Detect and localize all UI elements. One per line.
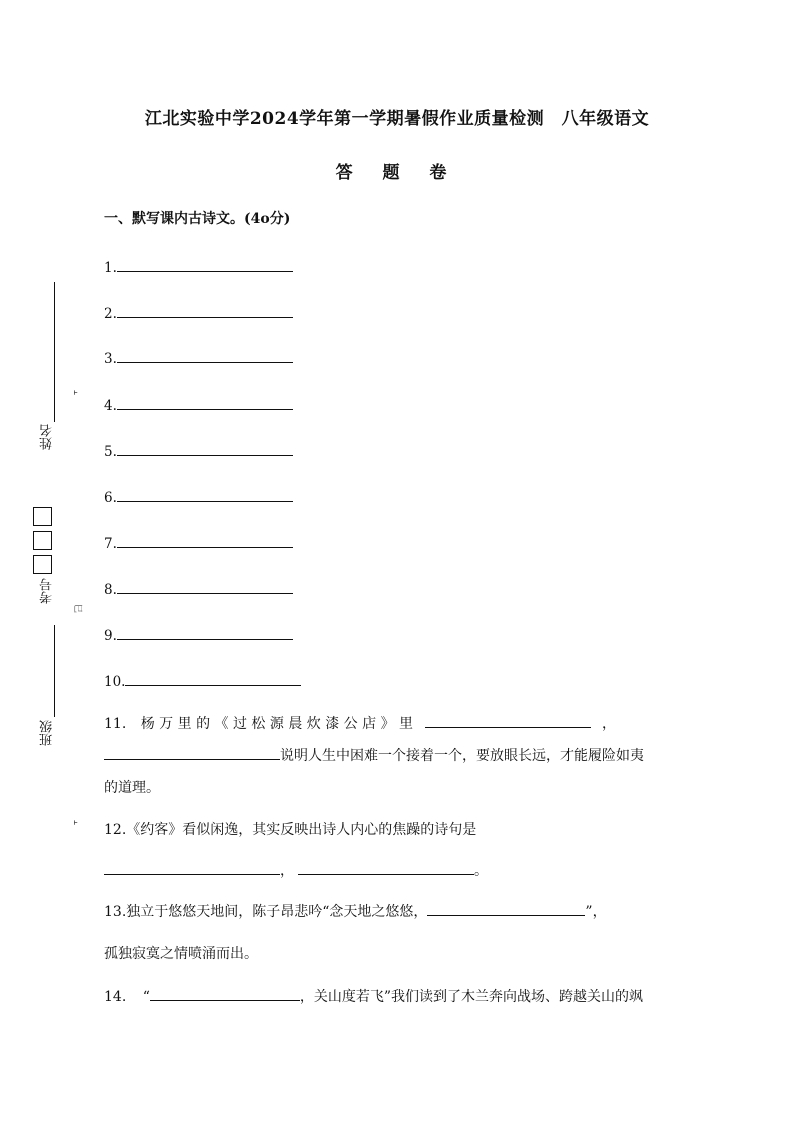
answer-blank[interactable] (117, 534, 293, 548)
answer-blank[interactable] (117, 396, 293, 410)
answer-blank[interactable] (117, 442, 293, 456)
answer-line-9 (104, 626, 293, 644)
answer-blank[interactable] (117, 258, 293, 272)
punctuation: ”， (585, 904, 607, 920)
punctuation: 。 (474, 863, 488, 879)
question-13-line-2: 孤独寂寞之情喷涌而出。 (104, 946, 258, 962)
answer-line-7 (104, 534, 293, 552)
answer-line-4 (104, 396, 293, 414)
answer-number: 1. (104, 260, 117, 276)
answer-blank[interactable] (117, 626, 293, 640)
question-11-line-1 (104, 713, 616, 733)
answer-line-3 (104, 349, 293, 367)
name-label: 姓名 (40, 424, 55, 450)
answer-number: 10. (104, 674, 126, 690)
answer-line-5 (104, 442, 293, 460)
answer-blank[interactable] (117, 580, 293, 594)
exam-number-label: 考号 (40, 578, 55, 604)
answer-number: 9. (104, 628, 117, 644)
answer-line-8 (104, 580, 293, 598)
binding-marker: ⺒ (72, 603, 83, 614)
question-11-line-3: 的道理。 (104, 780, 160, 796)
answer-number: 4. (104, 398, 117, 414)
section-heading: 一、默写课内古诗文。(4o分) (104, 211, 291, 227)
punctuation: “ (142, 989, 150, 1005)
punctuation: ， (601, 716, 616, 732)
answer-blank[interactable] (117, 304, 293, 318)
answer-line-6 (104, 488, 293, 506)
answer-blank[interactable] (150, 987, 300, 1001)
question-12-line-1: 12.《约客》看似闲逸，其实反映出诗人内心的焦躁的诗句是 (104, 822, 477, 838)
answer-number: 2. (104, 306, 117, 322)
punctuation: ， (280, 863, 294, 879)
question-13-line-1 (104, 901, 607, 921)
exam-number-box[interactable] (33, 507, 52, 526)
binding-marker: ⲳ (69, 390, 80, 395)
answer-blank[interactable] (427, 902, 585, 916)
question-number: 11. (104, 716, 127, 732)
name-field-line[interactable] (54, 282, 55, 422)
question-12-line-2 (104, 860, 488, 880)
answer-blank[interactable] (104, 861, 280, 875)
answer-line-1 (104, 258, 293, 276)
question-14-text: ，关山度若飞”我们读到了木兰奔向战场、跨越关山的飒 (299, 989, 644, 1005)
question-11-text: 说明人生中困难一个接着一个，要放眼长远，才能履险如夷 (280, 748, 644, 764)
answer-number: 5. (104, 444, 117, 460)
answer-line-2 (104, 304, 293, 322)
question-11-text: 杨 万 里 的 《 过 松 源 晨 炊 漆 公 店 》 里 (140, 716, 414, 732)
answer-number: 7. (104, 536, 117, 552)
binding-marker: ⲳ (69, 820, 80, 825)
exam-number-box[interactable] (33, 555, 52, 574)
answer-blank[interactable] (117, 349, 293, 363)
class-label: 班级 (40, 720, 55, 746)
answer-number: 6. (104, 490, 117, 506)
document-title: 江北实验中学2024学年第一学期暑假作业质量检测 八年级语文 (144, 109, 650, 129)
answer-blank[interactable] (104, 746, 280, 760)
answer-number: 3. (104, 351, 117, 367)
exam-number-box[interactable] (33, 531, 52, 550)
question-11-line-2 (104, 745, 644, 765)
answer-blank[interactable] (425, 714, 591, 728)
question-13-text: 13.独立于悠悠天地间，陈子昂悲吟“念天地之悠悠， (104, 904, 428, 920)
question-14-line-1 (104, 986, 643, 1006)
class-field-line[interactable] (54, 625, 55, 717)
answer-line-10 (104, 672, 301, 690)
answer-blank[interactable] (298, 861, 474, 875)
answer-blank[interactable] (117, 488, 293, 502)
question-number: 14. (104, 989, 127, 1005)
answer-number: 8. (104, 582, 117, 598)
document-subtitle: 答 题 卷 (335, 163, 459, 183)
answer-blank[interactable] (125, 672, 301, 686)
